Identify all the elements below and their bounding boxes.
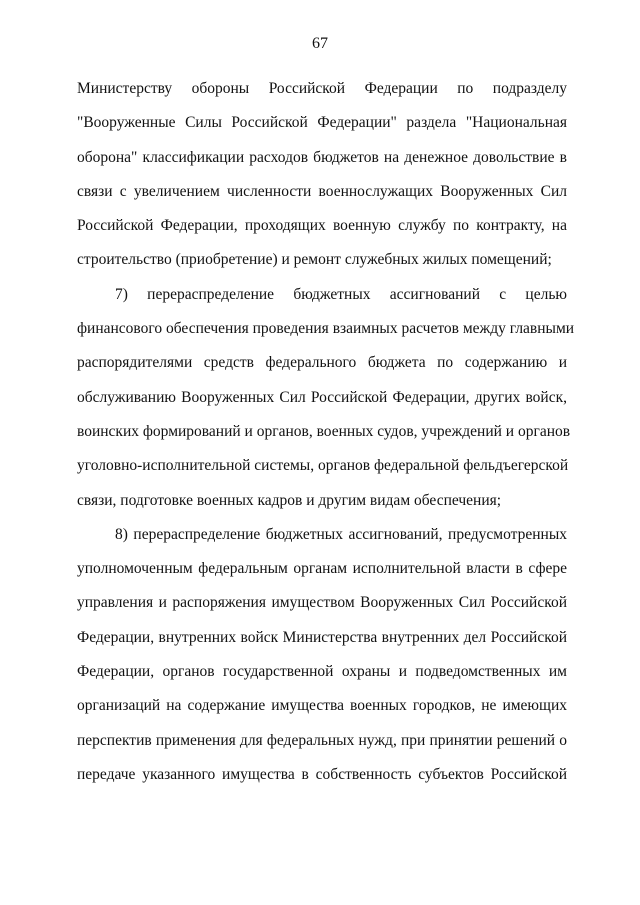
- text-line: обслуживанию Вооруженных Сил Российской Федерации, других войск,: [77, 388, 567, 406]
- text-line: "Вооруженные Силы Российской Федерации" раздела "Национальная: [77, 114, 567, 132]
- text-line: передаче указанного имущества в собственность субъектов Российской: [77, 765, 567, 783]
- paragraph-item-7: [77, 278, 575, 518]
- page-number: 67: [312, 35, 328, 52]
- text-line: связи с увеличением численности военнослужащих Вооруженных Сил: [77, 182, 567, 200]
- text-line: Федерации, внутренних войск Министерства внутренних дел Российской: [77, 628, 567, 646]
- paragraph-continuation: [77, 72, 567, 278]
- text-line: Федерации, органов государственной охраны и подведомственных им: [77, 663, 567, 681]
- text-line: связи, подготовке военных кадров и другим видам обеспечения;: [77, 491, 502, 509]
- text-line: финансового обеспечения проведения взаимных расчетов между главными: [77, 320, 575, 338]
- text-line: строительство (приобретение) и ремонт служебных жилых помещений;: [77, 251, 552, 269]
- text-line: организаций на содержание имущества военных городков, не имеющих: [77, 697, 567, 715]
- text-line: управления и распоряжения имуществом Вооруженных Сил Российской: [77, 594, 567, 612]
- text-line: Российской Федерации, проходящих военную службу по контракту, на: [77, 217, 567, 235]
- text-line: 7) перераспределение бюджетных ассигнований с целью: [115, 285, 567, 303]
- text-line: уголовно-исполнительной системы, органов федеральной фельдъегерской: [77, 457, 569, 475]
- text-line: распорядителями средств федерального бюджета по содержанию и: [77, 354, 567, 372]
- paragraph-item-8: [77, 518, 567, 792]
- text-line: воинских формирований и органов, военных судов, учреждений и органов: [77, 422, 571, 440]
- text-line: оборона" классификации расходов бюджетов на денежное довольствие в: [77, 148, 567, 166]
- text-line: перспектив применения для федеральных нужд, при принятии решений о: [77, 731, 567, 749]
- text-line: Министерству обороны Российской Федерации по подразделу: [77, 80, 567, 97]
- text-line: 8) перераспределение бюджетных ассигнований, предусмотренных: [115, 525, 567, 543]
- text-line: уполномоченным федеральным органам исполнительной власти в сфере: [77, 560, 567, 578]
- document-body: [77, 72, 575, 792]
